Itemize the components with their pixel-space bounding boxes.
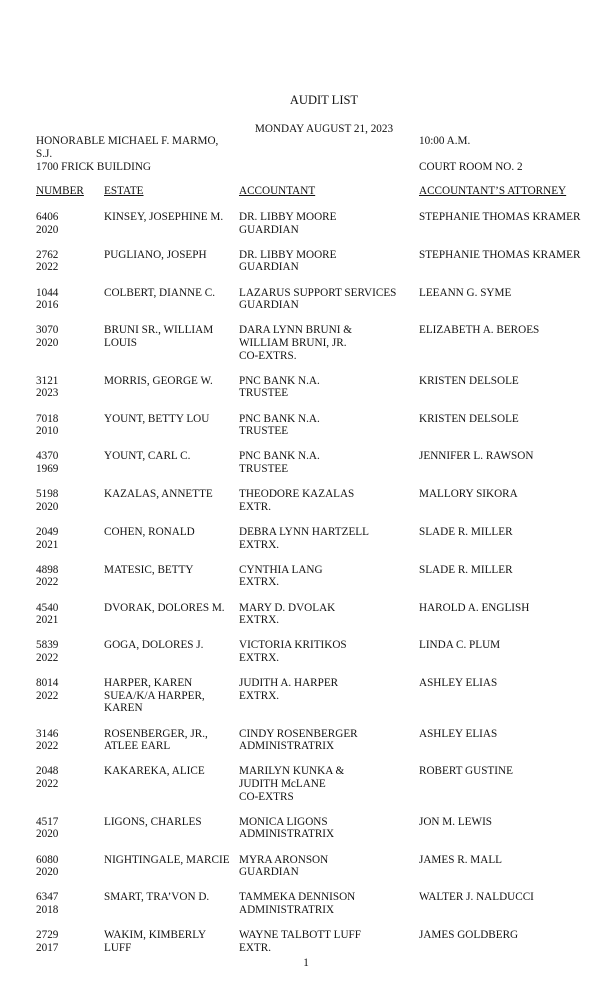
cell-number-line: 1969 (36, 462, 59, 475)
cell-accountant-line: CYNTHIA LANG (239, 563, 323, 576)
building-name: 1700 FRICK BUILDING (36, 161, 151, 173)
cell-accountant-line: EXTRX. (239, 576, 280, 589)
cell-accountant-line: EXTRX. (239, 614, 280, 627)
cell-attorney (419, 450, 533, 463)
cell-attorney (419, 287, 511, 300)
cell-accountant-line: JUDITH McLANE (239, 777, 326, 790)
table-row (0, 375, 612, 413)
header-accountant: ACCOUNTANT (239, 185, 316, 197)
cell-estate-line: ATLEE EARL (104, 740, 171, 753)
cell-number-line: 2022 (36, 576, 59, 589)
cell-accountant-line: CO-EXTRS. (239, 349, 297, 362)
cell-number (36, 450, 58, 475)
cell-number-line: 2022 (36, 651, 59, 664)
cell-number (36, 639, 58, 664)
cell-attorney (419, 602, 529, 615)
cell-number-line: 2729 (36, 929, 59, 942)
table-row (0, 488, 612, 526)
cell-number-line: 1044 (36, 286, 59, 299)
table-row (0, 287, 612, 325)
cell-number-line: 2020 (36, 500, 59, 513)
cell-attorney-line: ASHLEY ELIAS (419, 677, 498, 690)
cell-accountant-line: PNC BANK N.A. (239, 374, 320, 387)
cell-accountant-line: LAZARUS SUPPORT SERVICES (239, 286, 397, 299)
cell-accountant-line: GUARDIAN (239, 866, 299, 879)
cell-attorney-line: JENNIFER L. RAWSON (419, 450, 534, 463)
table-row (0, 765, 612, 815)
cell-accountant (239, 249, 336, 274)
header-estate: ESTATE (104, 185, 144, 197)
cell-number-line: 2049 (36, 525, 59, 538)
cell-number-line: 2020 (36, 223, 59, 236)
header-number: NUMBER (36, 185, 84, 197)
cell-estate-line: YOUNT, CARL C. (104, 450, 191, 463)
cell-estate (104, 211, 223, 224)
cell-attorney-line: HAROLD A. ENGLISH (419, 601, 530, 614)
cell-accountant-line: VICTORIA KRITIKOS (239, 639, 347, 652)
cell-attorney (419, 249, 580, 262)
cell-attorney (419, 211, 580, 224)
cell-accountant-line: EXTR. (239, 500, 272, 513)
cell-accountant (239, 816, 334, 841)
cell-number (36, 249, 58, 274)
cell-attorney-line: SLADE R. MILLER (419, 525, 513, 538)
cell-number-line: 2018 (36, 903, 59, 916)
hearing-time: 10:00 A.M. (419, 135, 471, 147)
cell-estate (104, 854, 230, 867)
hearing-date: MONDAY AUGUST 21, 2023 (254, 123, 394, 135)
cell-accountant-line: GUARDIAN (239, 261, 299, 274)
table-row (0, 816, 612, 854)
cell-estate (104, 564, 194, 577)
cell-estate-line: LUFF (104, 941, 132, 954)
judge-name: HONORABLE MICHAEL F. MARMO, S.J. (36, 135, 219, 160)
cell-accountant-line: DEBRA LYNN HARTZELL (239, 525, 369, 538)
cell-number-line: 2023 (36, 387, 59, 400)
cell-estate (104, 249, 207, 262)
cell-estate (104, 324, 213, 349)
cell-number-line: 6080 (36, 853, 59, 866)
cell-number-line: 2022 (36, 261, 59, 274)
cell-estate-line: COHEN, RONALD (104, 525, 195, 538)
document-title: AUDIT LIST (289, 93, 359, 107)
table-row (0, 526, 612, 564)
page-number: 1 (303, 957, 309, 969)
cell-accountant-line: THEODORE KAZALAS (239, 488, 355, 501)
cell-accountant-line: PNC BANK N.A. (239, 412, 320, 425)
table-row (0, 324, 612, 374)
cell-attorney (419, 375, 519, 388)
cell-estate (104, 639, 203, 652)
cell-attorney-line: JAMES R. MALL (419, 853, 502, 866)
cell-accountant-line: MYRA ARONSON (239, 853, 329, 866)
cell-estate (104, 602, 225, 615)
cell-number (36, 526, 58, 551)
cell-number-line: 2020 (36, 336, 59, 349)
cell-number-line: 2016 (36, 299, 59, 312)
cell-estate (104, 526, 195, 539)
table-row (0, 728, 612, 766)
cell-number (36, 728, 58, 753)
cell-accountant-line: DR. LIBBY MOORE (239, 211, 337, 223)
cell-number-line: 2010 (36, 425, 59, 438)
cell-attorney-line: ASHLEY ELIAS (419, 727, 498, 740)
cell-number (36, 413, 58, 438)
court-room: COURT ROOM NO. 2 (419, 161, 523, 173)
cell-number-line: 3146 (36, 727, 59, 740)
cell-attorney (419, 639, 500, 652)
cell-estate-line: WAKIM, KIMBERLY (104, 929, 207, 942)
cell-accountant-line: DARA LYNN BRUNI & (239, 324, 352, 337)
cell-number-line: 7018 (36, 412, 59, 425)
cell-accountant-line: EXTR. (239, 941, 272, 954)
cell-accountant-line: TRUSTEE (239, 462, 289, 475)
cell-attorney (419, 929, 518, 942)
table-row (0, 677, 612, 727)
table-row (0, 211, 612, 249)
cell-number (36, 929, 58, 954)
cell-number (36, 488, 58, 513)
cell-attorney-line: WALTER J. NALDUCCI (419, 891, 534, 904)
cell-accountant (239, 677, 338, 702)
cell-estate (104, 765, 205, 778)
cell-attorney-line: LEEANN G. SYME (419, 286, 512, 299)
cell-accountant (239, 891, 355, 916)
cell-estate (104, 450, 190, 463)
cell-accountant (239, 450, 320, 475)
cell-number (36, 324, 58, 349)
cell-attorney-line: JON M. LEWIS (419, 815, 493, 828)
cell-attorney-line: KRISTEN DELSOLE (419, 412, 519, 425)
cell-attorney (419, 564, 513, 577)
cell-number-line: 8014 (36, 677, 59, 690)
cell-estate-line: KAKAREKA, ALICE (104, 765, 205, 778)
cell-accountant-line: EXTRX. (239, 651, 280, 664)
cell-accountant-line: TRUSTEE (239, 425, 289, 438)
cell-number-line: 3121 (36, 374, 59, 387)
cell-number-line: 2020 (36, 866, 59, 879)
cell-estate-line: KINSEY, JOSEPHINE M. (104, 211, 224, 223)
cell-number-line: 4540 (36, 601, 59, 614)
cell-estate-line: PUGLIANO, JOSEPH (104, 248, 207, 261)
cell-number-line: 2021 (36, 538, 59, 551)
cell-estate-line: COLBERT, DIANNE C. (104, 286, 215, 299)
cell-estate-line: BRUNI SR., WILLIAM (104, 324, 214, 337)
table-row (0, 854, 612, 892)
cell-accountant (239, 488, 354, 513)
cell-accountant-line: GUARDIAN (239, 223, 299, 236)
cell-accountant (239, 765, 344, 803)
cell-number (36, 854, 58, 879)
cell-number (36, 891, 58, 916)
cell-attorney (419, 765, 513, 778)
cell-accountant (239, 602, 335, 627)
cell-estate-line: YOUNT, BETTY LOU (104, 412, 210, 425)
cell-estate (104, 816, 202, 829)
cell-estate-line: LOUIS (104, 336, 137, 349)
cell-accountant-line: CO-EXTRS (239, 790, 294, 803)
cell-estate-line: KAREN (104, 702, 143, 715)
cell-accountant (239, 324, 352, 362)
cell-accountant-line: GUARDIAN (239, 299, 299, 312)
cell-accountant-line: MONICA LIGONS (239, 815, 328, 828)
cell-accountant-line: ADMINISTRATRIX (239, 740, 335, 753)
cell-attorney (419, 488, 518, 501)
cell-accountant-line: CINDY ROSENBERGER (239, 727, 358, 740)
cell-attorney-line: LINDA C. PLUM (419, 639, 501, 652)
cell-estate (104, 413, 209, 426)
cell-estate-line: LIGONS, CHARLES (104, 815, 202, 828)
cell-number-line: 4370 (36, 450, 59, 463)
cell-estate-line: MATESIC, BETTY (104, 563, 194, 576)
cell-accountant-line: PNC BANK N.A. (239, 450, 320, 463)
cell-attorney (419, 413, 519, 426)
cell-attorney-line: MALLORY SIKORA (419, 488, 518, 501)
cell-accountant-line: MARY D. DVOLAK (239, 601, 336, 614)
cell-number-line: 5198 (36, 488, 59, 501)
cell-number-line: 4517 (36, 815, 59, 828)
cell-accountant-line: ADMINISTRATRIX (239, 903, 335, 916)
header-attorney: ACCOUNTANT’S ATTORNEY (419, 185, 567, 197)
cell-number (36, 211, 58, 236)
cell-accountant-line: TAMMEKA DENNISON (239, 891, 356, 904)
table-row (0, 891, 612, 929)
cell-accountant-line: DR. LIBBY MOORE (239, 248, 337, 261)
table-row (0, 450, 612, 488)
cell-attorney (419, 324, 539, 337)
cell-number-line: 2021 (36, 614, 59, 627)
cell-estate-line: SMART, TRA’VON D. (104, 891, 210, 904)
cell-number (36, 677, 58, 702)
cell-number-line: 4898 (36, 563, 59, 576)
cell-number-line: 2017 (36, 941, 59, 954)
cell-number-line: 2048 (36, 765, 59, 778)
cell-number-line: 2022 (36, 740, 59, 753)
cell-accountant-line: ADMINISTRATRIX (239, 828, 335, 841)
cell-attorney (419, 854, 502, 867)
audit-list-table (0, 211, 612, 967)
cell-attorney-line: KRISTEN DELSOLE (419, 374, 519, 387)
cell-number-line: 3070 (36, 324, 59, 337)
table-row (0, 249, 612, 287)
cell-number-line: 2762 (36, 248, 59, 261)
cell-attorney (419, 677, 497, 690)
cell-number-line: 2022 (36, 777, 59, 790)
cell-attorney (419, 816, 492, 829)
cell-attorney-line: STEPHANIE THOMAS KRAMER (419, 248, 581, 261)
cell-attorney-line: ROBERT GUSTINE (419, 765, 513, 778)
cell-accountant (239, 639, 347, 664)
cell-accountant-line: TRUSTEE (239, 387, 289, 400)
cell-estate (104, 375, 213, 388)
cell-accountant (239, 564, 323, 589)
cell-attorney (419, 891, 534, 904)
cell-estate (104, 677, 205, 715)
cell-accountant (239, 526, 369, 551)
cell-attorney (419, 526, 513, 539)
cell-attorney-line: JAMES GOLDBERG (419, 929, 519, 942)
cell-accountant (239, 728, 358, 753)
cell-estate-line: ROSENBERGER, JR., (104, 727, 208, 740)
cell-accountant (239, 211, 336, 236)
cell-number-line: 6347 (36, 891, 59, 904)
cell-estate-line: DVORAK, DOLORES M. (104, 601, 225, 614)
cell-estate-line: KAZALAS, ANNETTE (104, 488, 213, 501)
cell-accountant-line: MARILYN KUNKA & (239, 765, 345, 778)
cell-number (36, 287, 58, 312)
cell-accountant (239, 375, 320, 400)
cell-attorney-line: SLADE R. MILLER (419, 563, 513, 576)
cell-number-line: 2022 (36, 689, 59, 702)
cell-accountant-line: WILLIAM BRUNI, JR. (239, 336, 347, 349)
cell-number-line: 2020 (36, 828, 59, 841)
cell-number (36, 816, 58, 841)
cell-estate (104, 488, 213, 501)
cell-estate-line: MORRIS, GEORGE W. (104, 374, 213, 387)
cell-estate (104, 929, 206, 954)
cell-accountant-line: WAYNE TALBOTT LUFF (239, 929, 361, 942)
cell-estate (104, 891, 209, 904)
cell-number-line: 5839 (36, 639, 59, 652)
cell-accountant-line: EXTRX. (239, 689, 280, 702)
table-row (0, 602, 612, 640)
cell-estate-line: NIGHTINGALE, MARCIE (104, 853, 230, 866)
cell-estate (104, 287, 215, 300)
cell-attorney-line: STEPHANIE THOMAS KRAMER (419, 211, 581, 223)
cell-attorney (419, 728, 497, 741)
cell-number (36, 564, 58, 589)
cell-accountant-line: JUDITH A. HARPER (239, 677, 339, 690)
table-row (0, 413, 612, 451)
cell-accountant-line: EXTRX. (239, 538, 280, 551)
cell-number (36, 765, 58, 790)
table-row (0, 564, 612, 602)
cell-estate-line: GOGA, DOLORES J. (104, 639, 204, 652)
cell-accountant (239, 413, 320, 438)
cell-accountant (239, 287, 396, 312)
cell-estate-line: SUEA/K/A HARPER, (104, 689, 205, 702)
cell-estate-line: HARPER, KAREN (104, 677, 193, 690)
cell-accountant (239, 929, 361, 954)
cell-number-line: 6406 (36, 211, 59, 223)
cell-estate (104, 728, 208, 753)
cell-number (36, 602, 58, 627)
cell-attorney-line: ELIZABETH A. BEROES (419, 324, 540, 337)
cell-accountant (239, 854, 328, 879)
table-row (0, 639, 612, 677)
cell-number (36, 375, 58, 400)
